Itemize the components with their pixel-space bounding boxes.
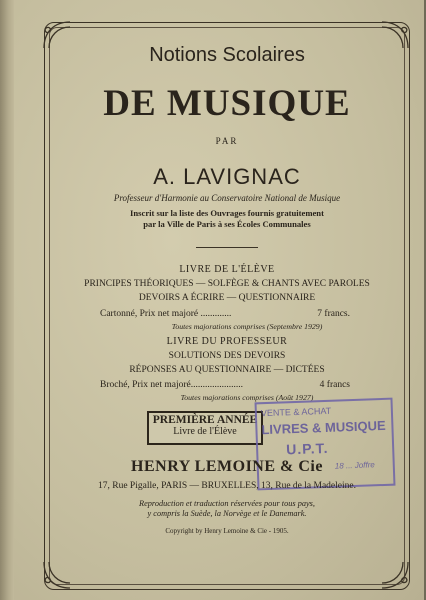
eleve-note: Toutes majorations comprises (Septembre 1929) <box>171 322 323 331</box>
publisher-address: 17, Rue Pigalle, PARIS — BRUXELLES, 13, Rue de la Madeleine. <box>98 481 356 491</box>
publisher-name: HENRY LEMOINE & Cie <box>131 458 323 475</box>
corner-ornament-icon <box>40 558 74 592</box>
price-label: Cartonné, Prix net majoré ............. <box>100 309 232 319</box>
stamp-line: LIVRES & MUSIQUE <box>261 417 386 438</box>
price-value: 7 francs. <box>317 309 350 319</box>
edition-box <box>147 411 263 445</box>
professeur-heading: LIVRE DU PROFESSEUR <box>166 336 288 347</box>
bookseller-stamp <box>255 398 396 491</box>
inscription-line: par la Ville de Paris à ses Écoles Communales <box>143 219 311 229</box>
author-name: A. LAVIGNAC <box>153 164 301 189</box>
book-spine <box>0 0 14 600</box>
inscription-line: Inscrit sur la liste des Ouvrages fournis gratuitement <box>130 208 324 218</box>
stamp-line: 18 ... Joffre <box>334 460 375 471</box>
professeur-line: RÉPONSES AU QUESTIONNAIRE — DICTÉES <box>129 365 325 375</box>
professeur-note: Toutes majorations comprises (Août 1927) <box>180 393 314 402</box>
eleve-line: PRINCIPES THÉORIQUES — SOLFÈGE & CHANTS AVEC PAROLES <box>84 279 370 289</box>
corner-ornament-icon <box>378 558 412 592</box>
copyright: Copyright by Henry Lemoine & Cie - 1905. <box>165 527 289 535</box>
professeur-line: SOLUTIONS DES DEVOIRS <box>168 351 286 361</box>
book-title: DE MUSIQUE <box>103 83 351 124</box>
series-title: Notions Scolaires <box>149 44 305 66</box>
eleve-heading: LIVRE DE L'ÉLÈVE <box>179 264 275 275</box>
price-value: 4 francs <box>319 380 350 390</box>
reproduction-notice <box>60 499 394 519</box>
professeur-price <box>100 380 350 390</box>
eleve-line: DEVOIRS A ÉCRIRE — QUESTIONNAIRE <box>138 293 316 303</box>
edition-book: Livre de l'Élève <box>173 426 237 437</box>
reproduction-line: y compris la Suède, la Norvège et le Danemark. <box>147 509 307 518</box>
author-title: Professeur d'Harmonie au Conservatoire National de Musique <box>113 193 341 203</box>
reproduction-line: Reproduction et traduction réservées pour tous pays, <box>139 499 315 508</box>
inscription <box>60 208 394 230</box>
edition-year: PREMIÈRE ANNÉE <box>152 414 258 426</box>
by-label: PAR <box>215 136 239 146</box>
stamp-line: U.P.T. <box>285 439 329 458</box>
eleve-price <box>100 309 350 319</box>
price-label: Broché, Prix net majoré...................... <box>100 380 244 390</box>
stamp-line: VENTE & ACHAT <box>260 405 332 419</box>
divider <box>196 247 258 248</box>
